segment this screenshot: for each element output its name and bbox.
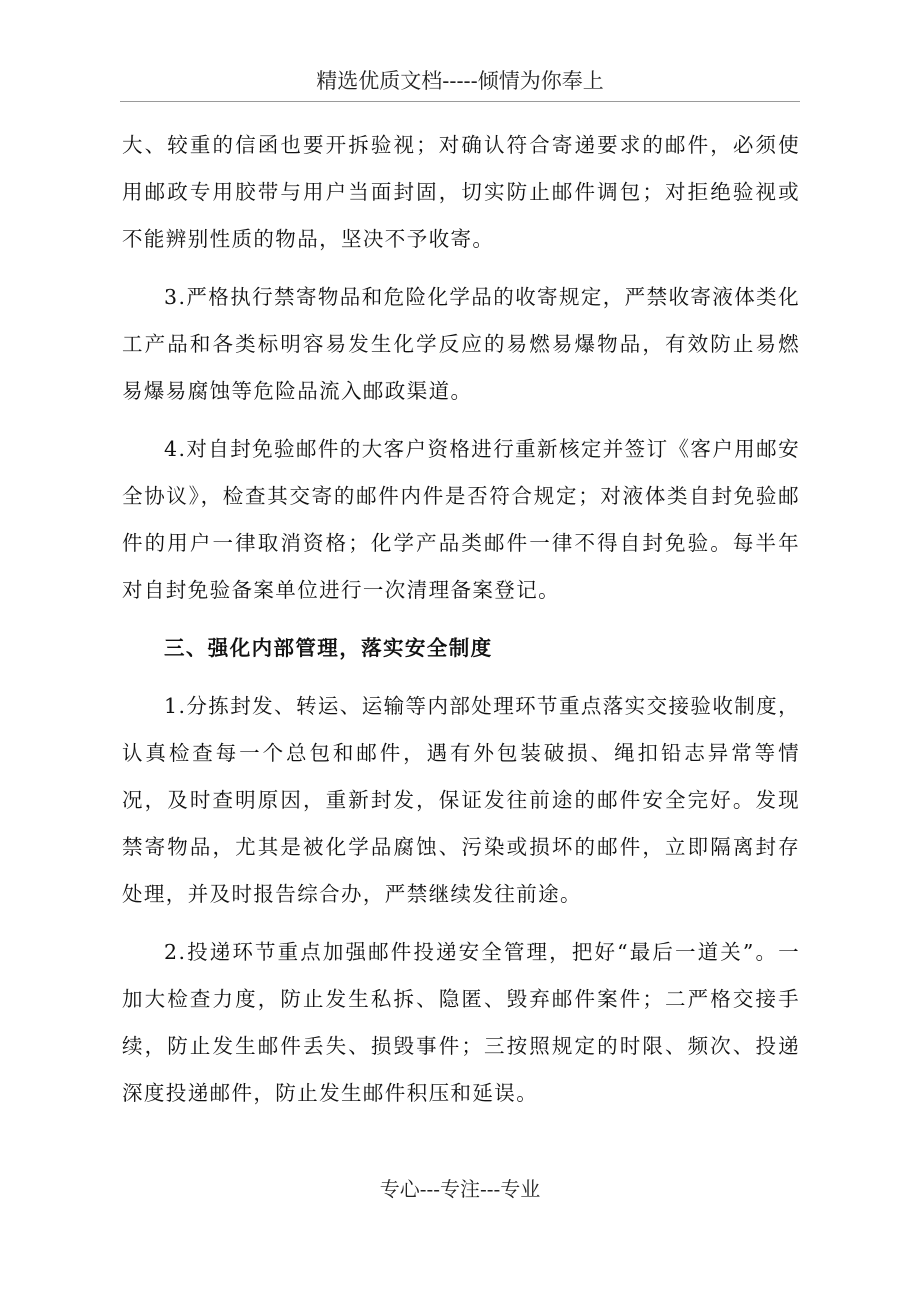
page-footer: 专心---专注---专业 — [379, 1177, 541, 1201]
paragraph-section3-item-1: 1.分拣封发、转运、运输等内部处理环节重点落实交接验收制度，认真检查每一个总包和邮件，遇有外包装破损、绳扣铅志异常等情况，及时查明原因，重新封发，保证发往前途的邮件安全完好。发现禁寄物品，尤其是被化学品腐蚀、污染或损坏的邮件，立即隔离封存处理，并及时报告综合办，严禁继续发往前途。 — [122, 694, 800, 906]
paragraph-section3-item-2: 2.投递环节重点加强邮件投递安全管理，把好“最后一道关”。一加大检查力度，防止发生私拆、隐匿、毁弃邮件案件；二严格交接手续，防止发生邮件丢失、损毁事件；三按照规定的时限、频次、投递深度投递邮件，防止发生邮件积压和延误。 — [122, 940, 800, 1105]
header-divider — [120, 101, 800, 102]
paragraph-item-3: 3.严格执行禁寄物品和危险化学品的收寄规定，严禁收寄液体类化工产品和各类标明容易发生化学反应的易燃易爆物品，有效防止易燃易爆易腐蚀等危险品流入邮政渠道。 — [122, 285, 800, 403]
paragraph-continued: 大、较重的信函也要开拆验视；对确认符合寄递要求的邮件，必须使用邮政专用胶带与用户当面封固，切实防止邮件调包；对拒绝验视或不能辨别性质的物品，坚决不予收寄。 — [122, 133, 800, 251]
paragraph-item-4: 4.对自封免验邮件的大客户资格进行重新核定并签订《客户用邮安全协议》，检查其交寄的邮件内件是否符合规定；对液体类自封免验邮件的用户一律取消资格；化学产品类邮件一律不得自封免验。每半年对自封免验备案单位进行一次清理备案登记。 — [122, 437, 800, 602]
document-body — [122, 122, 800, 1128]
section-heading-3: 三、强化内部管理，落实安全制度 — [164, 636, 493, 660]
page-header: 精选优质文档-----倾情为你奉上 — [316, 69, 604, 93]
